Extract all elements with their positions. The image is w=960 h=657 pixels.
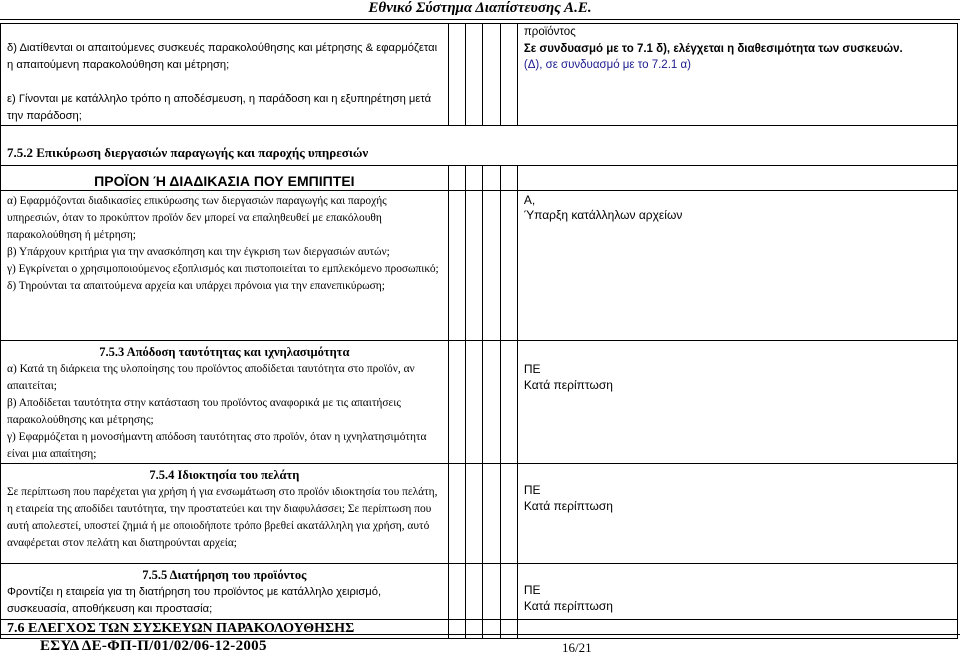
check-cell[interactable] <box>448 620 465 639</box>
list-item: β) Αποδίδεται ταυτότητα στην κατάσταση του προϊόντος αναφορικά με τις απαιτήσεις παρακολούθησης και μέτρησης; <box>7 397 401 426</box>
note-text: Α, <box>523 193 536 207</box>
document-code: ΕΣΥΔ ΔΕ-ΦΠ-Π/01/02/06-12-2005 <box>40 638 267 654</box>
notes-cell <box>517 464 957 564</box>
check-cell[interactable] <box>500 620 517 639</box>
check-cell[interactable] <box>483 166 500 191</box>
check-cell[interactable] <box>465 341 482 464</box>
note-text: (Δ), σε συνδυασμό με το 7.2.1 α) <box>523 59 691 71</box>
list-item: α) Εφαρμόζονται διαδικασίες επικύρωσης των διεργασιών παραγωγής και παροχής υπηρεσιών, όταν το προκύπτον προϊόν δεν μπορεί να επαληθευθεί με επακόλουθη παρακολούθηση ή μέτρηση; <box>7 195 387 241</box>
check-cell[interactable] <box>500 191 517 341</box>
notes-cell <box>517 341 957 464</box>
table-row <box>1 24 958 126</box>
check-cell[interactable] <box>500 166 517 191</box>
criteria-cell <box>1 341 449 464</box>
check-cell[interactable] <box>500 341 517 464</box>
check-cell[interactable] <box>483 620 500 639</box>
table-row <box>1 564 958 620</box>
list-item: β) Υπάρχουν κριτήρια για την ανασκόπηση και την έγκριση των διεργασιών αυτών; <box>7 246 390 258</box>
check-cell[interactable] <box>448 24 465 126</box>
subheading-cell <box>1 166 449 191</box>
checklist-table <box>0 23 958 639</box>
table-row <box>1 191 958 341</box>
table-row <box>1 166 958 191</box>
criteria-cell <box>1 464 449 564</box>
table-row <box>1 620 958 639</box>
table-row <box>1 126 958 166</box>
notes-cell <box>517 191 957 341</box>
section-heading: 7.6 ΕΛΕΓΧΟΣ ΤΩΝ ΣΥΣΚΕΥΩΝ ΠΑΡΑΚΟΛΟΥΘΗΣΗΣ <box>7 621 355 636</box>
note-text: ΠΕ <box>523 362 541 376</box>
check-cell[interactable] <box>448 191 465 341</box>
check-cell[interactable] <box>500 564 517 620</box>
list-item: δ) Διατίθενται οι απαιτούμενες συσκευές παρακολούθησης και μέτρησης & εφαρμόζεται η απαιτούμενη παρακολούθηση και μέτρηση; <box>7 42 438 71</box>
criteria-cell <box>1 620 449 639</box>
footer-divider <box>0 634 960 635</box>
check-cell[interactable] <box>465 191 482 341</box>
check-cell[interactable] <box>448 564 465 620</box>
section-heading-cell <box>1 126 958 166</box>
note-text: ΠΕ <box>523 583 541 597</box>
list-item: ε) Γίνονται με κατάλληλο τρόπο η αποδέσμευση, η παράδοση και η εξυπηρέτηση μετά την παράδοση; <box>7 93 432 122</box>
check-cell[interactable] <box>500 24 517 126</box>
list-item: γ) Εφαρμόζεται η μονοσήμαντη απόδοση ταυτότητας στο προϊόν, όταν η ιχνηλατησιμότητα είναι μια απαίτηση; <box>7 431 427 460</box>
check-cell[interactable] <box>465 620 482 639</box>
section-heading: 7.5.4 Ιδιοκτησία του πελάτη <box>149 468 300 482</box>
note-text: προϊόντος <box>523 26 576 38</box>
section-heading: 7.5.2 Επικύρωση διεργασιών παραγωγής και παροχής υπηρεσιών <box>7 145 369 160</box>
check-cell[interactable] <box>465 464 482 564</box>
criteria-cell <box>1 191 449 341</box>
note-text: ΠΕ <box>523 483 541 497</box>
note-text: Σε συνδυασμό με το 7.1 δ), ελέγχεται η διαθεσιμότητα των συσκευών. <box>523 42 903 55</box>
check-cell[interactable] <box>483 191 500 341</box>
paragraph: Σε περίπτωση που παρέχεται για χρήση ή για ενσωμάτωση στο προϊόν ιδιοκτησία του πελάτη, η εταιρεία της αποδίδει ταυτότητα, την προστατεύει και την διαφυλάσσει; Σε περίπτωση που αυτή απολεστεί, υποστεί ζημιά ή με οποιοδήποτε τρόπο βρεθεί ακατάλληλη για χρήση, αυτό αναφέρεται στον πελάτη και διατηρούνται αρχεία; <box>7 486 438 549</box>
check-cell[interactable] <box>483 341 500 464</box>
note-text: Ύπαρξη κατάλληλων αρχείων <box>523 208 683 222</box>
subheading: ΠΡΟΪΟΝ Ή ΔΙΑΔΙΚΑΣΙΑ ΠΟΥ ΕΜΠΙΠΤΕΙ <box>94 173 355 189</box>
check-cell[interactable] <box>448 341 465 464</box>
section-heading: 7.5.5 Διατήρηση του προϊόντος <box>142 568 307 582</box>
note-text: Κατά περίπτωση <box>523 599 613 613</box>
note-text: Κατά περίπτωση <box>523 499 613 513</box>
check-cell[interactable] <box>483 24 500 126</box>
notes-cell <box>517 564 957 620</box>
check-cell[interactable] <box>465 564 482 620</box>
check-cell[interactable] <box>448 166 465 191</box>
list-item: γ) Εγκρίνεται ο χρησιμοποιούμενος εξοπλισμός και πιστοποιείται το εμπλεκόμενο προσωπικό; <box>7 263 439 275</box>
header-divider <box>0 19 960 20</box>
notes-cell <box>517 620 957 639</box>
check-cell[interactable] <box>483 564 500 620</box>
list-item: δ) Τηρούνται τα απαιτούμενα αρχεία και υπάρχει πρόνοια για την επανεπικύρωση; <box>7 280 385 292</box>
check-cell[interactable] <box>500 464 517 564</box>
check-cell[interactable] <box>465 24 482 126</box>
paragraph: Φροντίζει η εταιρεία για τη διατήρηση του προϊόντος με κατάλληλο χειρισμό, συσκευασία, αποθήκευση και προστασία; <box>7 586 382 615</box>
criteria-cell <box>1 564 449 620</box>
notes-cell <box>517 166 957 191</box>
table-row <box>1 341 958 464</box>
notes-cell <box>517 24 957 126</box>
criteria-cell <box>1 24 449 126</box>
list-item: α) Κατά τη διάρκεια της υλοποίησης του προϊόντος αποδίδεται ταυτότητα στο προϊόν, αν απαιτείται; <box>7 363 415 392</box>
page-header-title: Εθνικό Σύστημα Διαπίστευσης Α.Ε. <box>368 0 592 16</box>
check-cell[interactable] <box>448 464 465 564</box>
section-heading: 7.5.3 Απόδοση ταυτότητας και ιχνηλασιμότητα <box>99 345 350 359</box>
note-text: Κατά περίπτωση <box>523 378 613 392</box>
check-cell[interactable] <box>483 464 500 564</box>
page-number: 16/21 <box>562 640 592 655</box>
check-cell[interactable] <box>465 166 482 191</box>
table-row <box>1 464 958 564</box>
